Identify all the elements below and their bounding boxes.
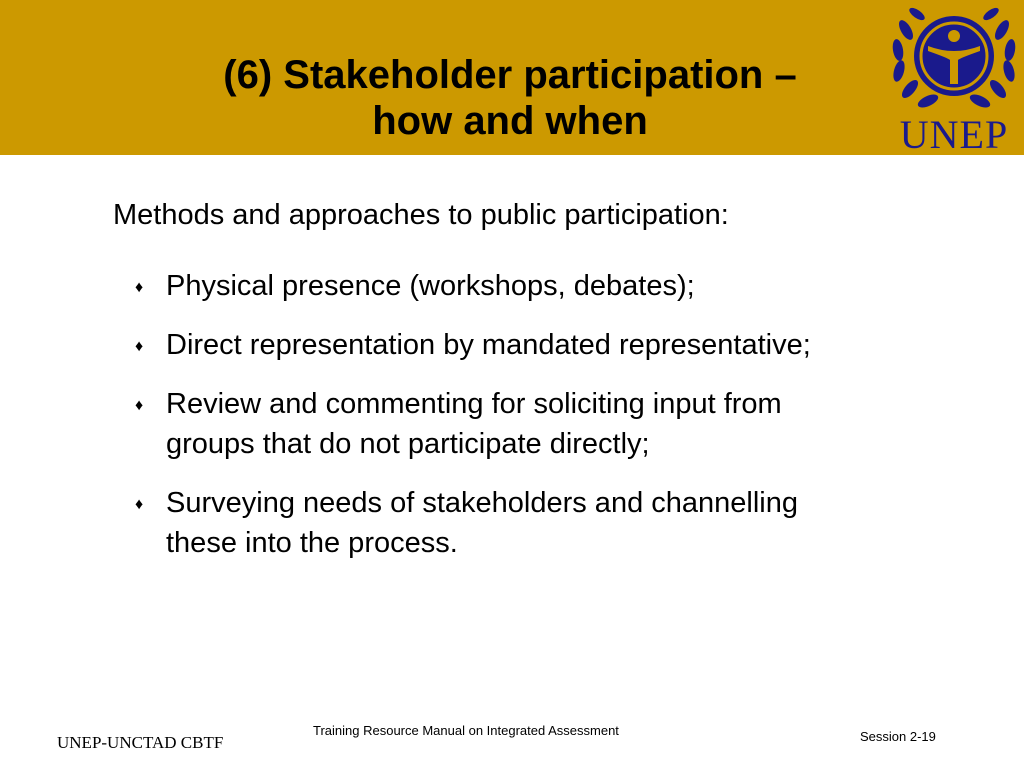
bullet-text: Surveying needs of stakeholders and channelling [166,487,798,519]
slide-title-line-1: (6) Stakeholder participation – [223,53,797,97]
bullet-text: Physical presence (workshops, debates); [166,270,695,302]
intro-text: Methods and approaches to public participation: [113,199,729,231]
bullet-text: Direct representation by mandated representative; [166,329,811,361]
bullet-list [135,266,955,582]
footer-manual-title: Training Resource Manual on Integrated Assessment [313,723,619,738]
list-item [135,384,955,464]
unep-logo [884,0,1024,155]
slide-title [150,52,870,144]
unep-logo-text: UNEP [899,112,1009,157]
diamond-bullet-icon: ♦ [135,338,144,355]
footer-organization: UNEP-UNCTAD CBTF [57,733,224,752]
bullet-text-continued: these into the process. [166,527,458,559]
diamond-bullet-icon: ♦ [135,279,144,296]
footer-session-number: Session 2-19 [860,729,936,744]
list-item [135,325,955,365]
diamond-bullet-icon: ♦ [135,496,144,513]
diamond-bullet-icon: ♦ [135,397,144,414]
list-item [135,266,955,306]
bullet-text: Review and commenting for soliciting input from [166,388,782,420]
unep-emblem-icon [884,0,1024,115]
slide-title-line-2: how and when [372,99,648,143]
bullet-text-continued: groups that do not participate directly; [166,428,650,460]
list-item [135,483,955,563]
